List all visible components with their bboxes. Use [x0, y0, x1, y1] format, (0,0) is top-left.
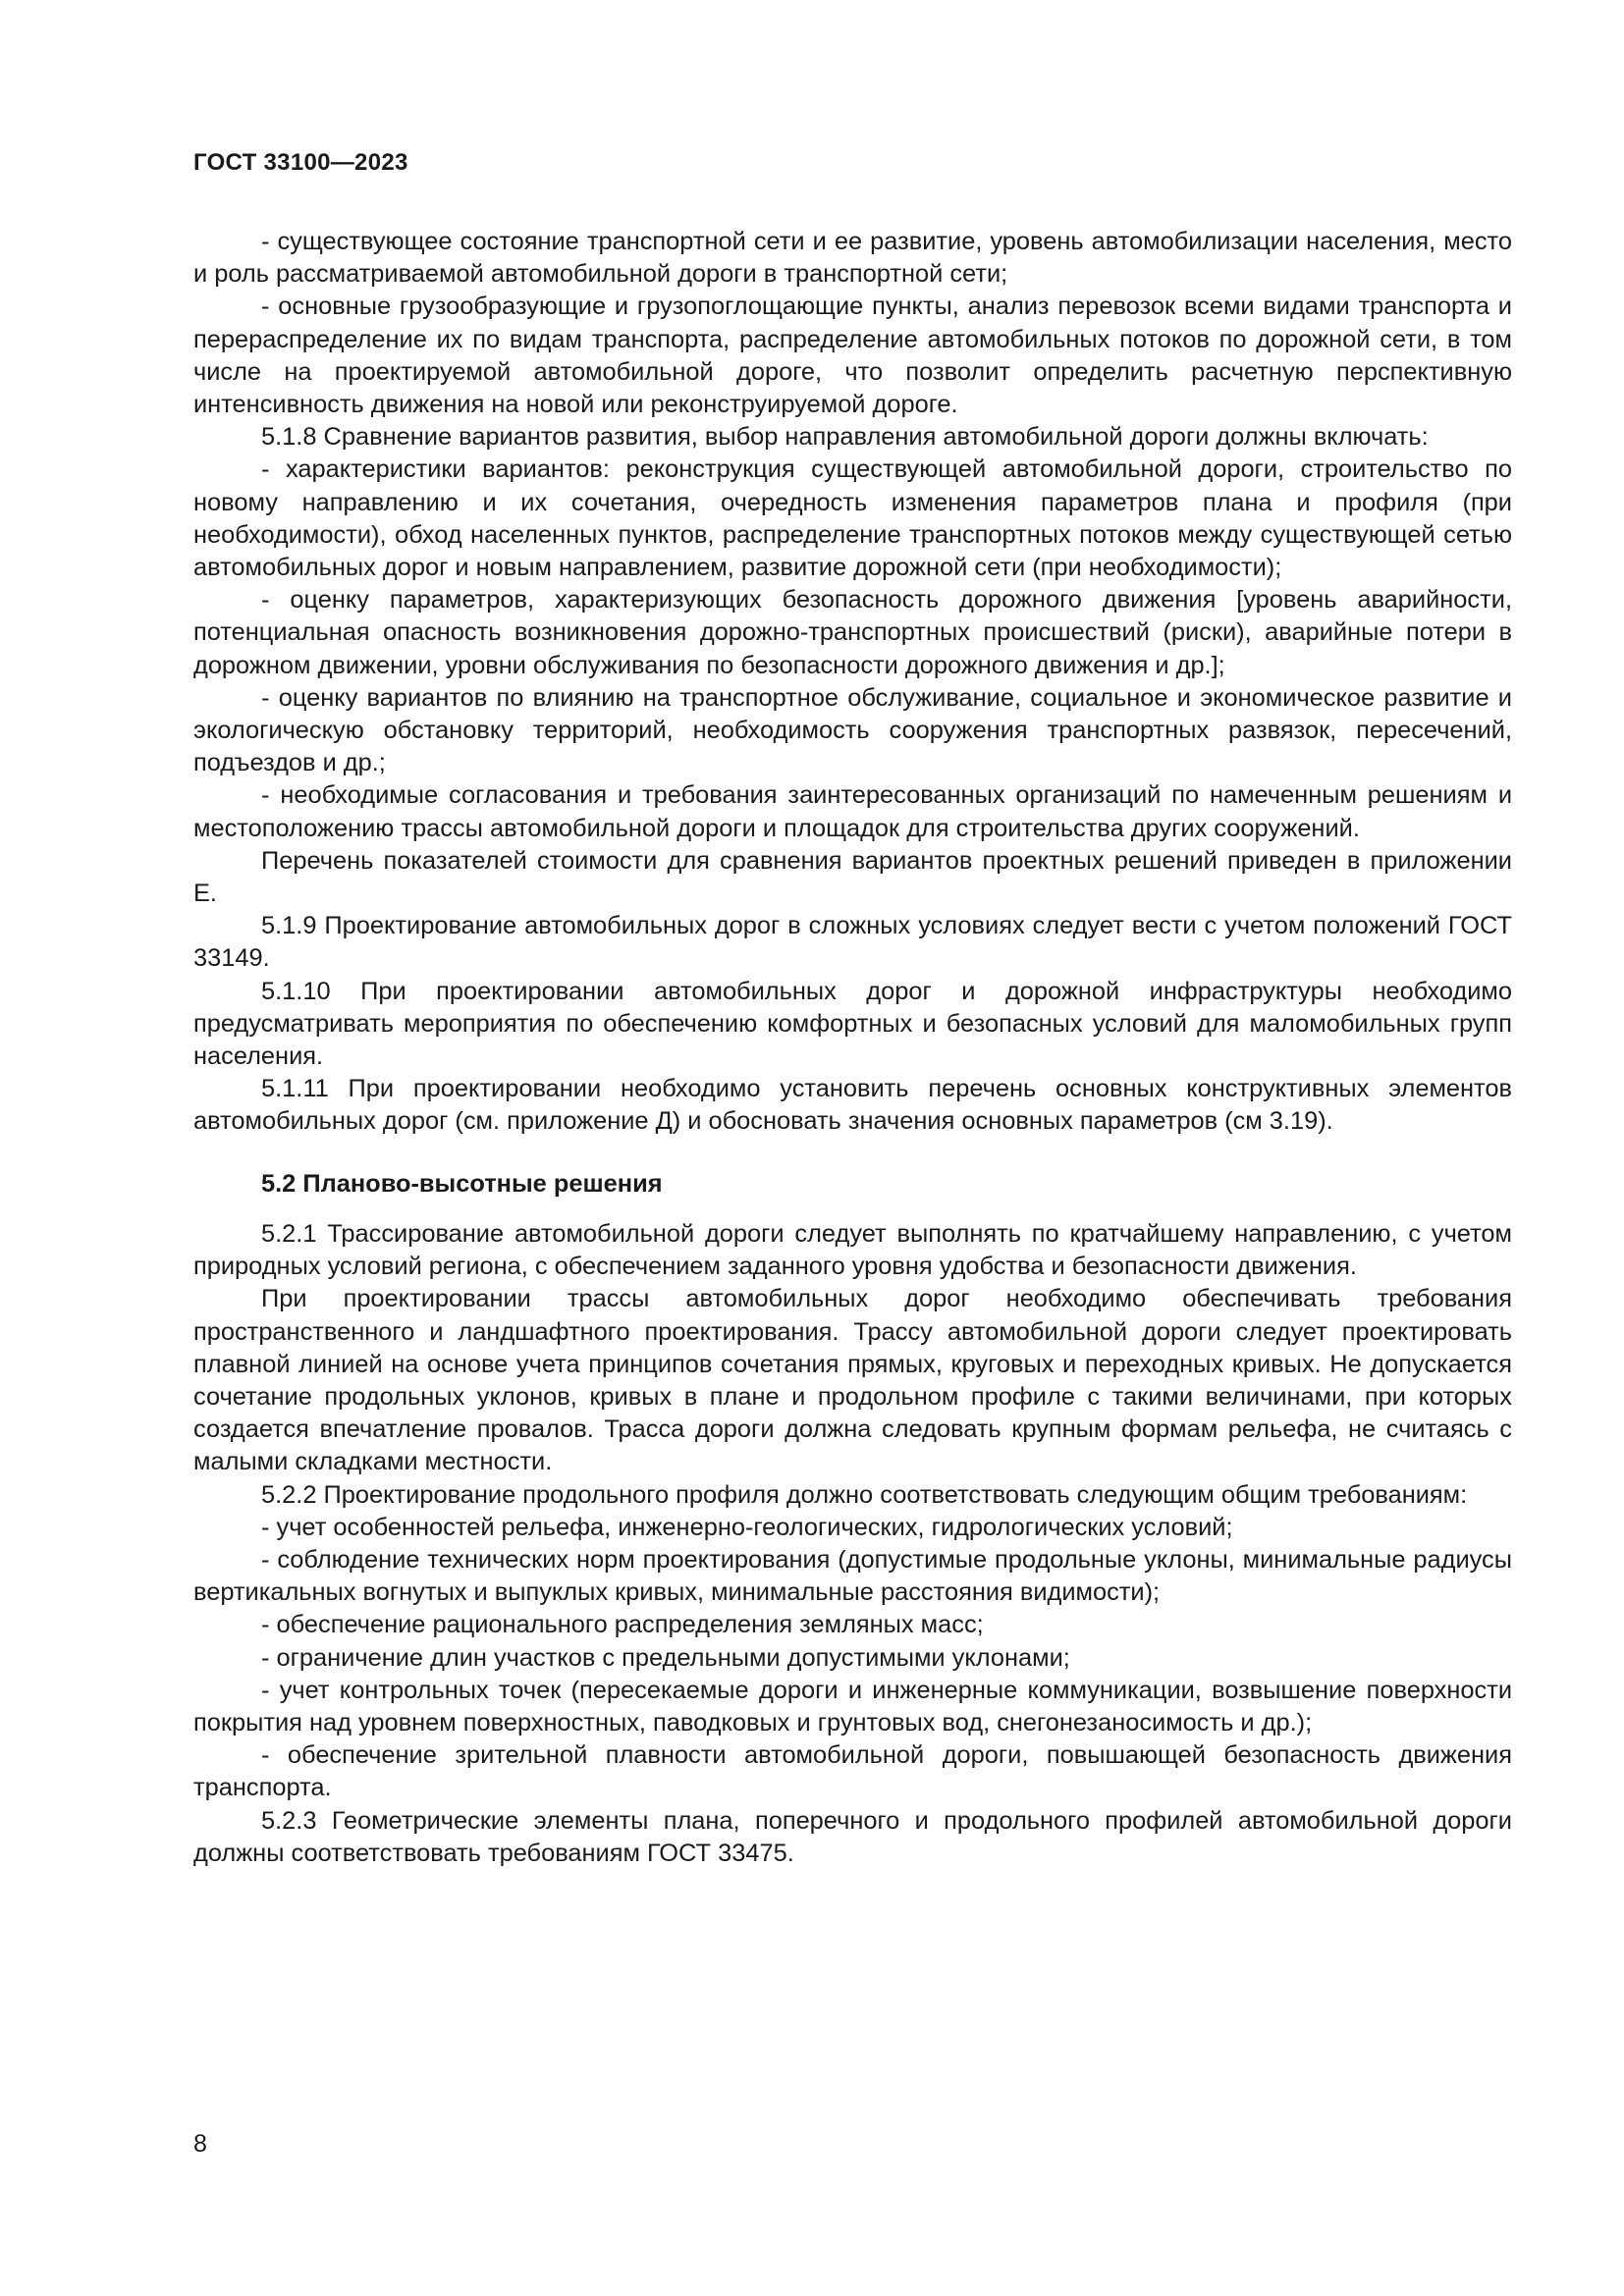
paragraph: Перечень показателей стоимости для сравнения вариантов проектных решений приведен в приложении Е.	[193, 846, 1512, 908]
paragraph: 5.1.8 Сравнение вариантов развития, выбор направления автомобильной дороги должны включать:	[261, 423, 1429, 452]
paragraph: 5.1.11 При проектировании необходимо установить перечень основных конструктивных элементов автомобильных дорог (см. приложение Д) и обосновать значения основных параметров (см 3.19).	[193, 1075, 1512, 1136]
paragraph: - обеспечение рационального распределения земляных масс;	[261, 1611, 984, 1639]
paragraph: - обеспечение зрительной плавности автомобильной дороги, повышающей безопасность движения транспорта.	[193, 1741, 1512, 1802]
paragraph: - учет особенностей рельефа, инженерно-геологических, гидрологических условий;	[261, 1513, 1233, 1541]
paragraph: - необходимые согласования и требования заинтересованных организаций по намеченным решениям и местоположению трассы автомобильной дороги и площадок для строительства других сооружений.	[193, 781, 1512, 842]
paragraph: 5.2.1 Трассирование автомобильной дороги следует выполнять по кратчайшему направлению, с учетом природных условий региона, с обеспечением заданного уровня удобства и безопасности движения.	[193, 1219, 1512, 1281]
paragraph: - соблюдение технических норм проектирования (допустимые продольные уклоны, минимальные радиусы вертикальных вогнутых и выпуклых кривых, минимальные расстояния видимости);	[193, 1545, 1512, 1607]
document-body	[193, 226, 1512, 1870]
page-number: 8	[193, 2130, 207, 2158]
paragraph: 5.2.3 Геометрические элементы плана, поперечного и продольного профилей автомобильной дороги должны соответствовать требованиям ГОСТ 33475.	[193, 1806, 1512, 1867]
paragraph: - оценку параметров, характеризующих безопасность дорожного движения [уровень аварийности, потенциальная опасность возникновения дорожно-транспортных происшествий (риски), аварийные потери в дорожном движении, уровни обслуживания по безопасности дорожного движения и др.];	[193, 586, 1512, 679]
paragraph: 5.2.2 Проектирование продольного профиля должно соответствовать следующим общим требованиям:	[261, 1480, 1468, 1509]
paragraph: - учет контрольных точек (пересекаемые дороги и инженерные коммуникации, возвышение поверхности покрытия над уровнем поверхностных, паводковых и грунтовых вод, снегонезаносимость и др.);	[193, 1676, 1512, 1736]
paragraph: - ограничение длин участков с предельными допустимыми уклонами;	[261, 1643, 1070, 1672]
paragraph: - существующее состояние транспортной сети и ее развитие, уровень автомобилизации населения, место и роль рассматриваемой автомобильной дороги в транспортной сети;	[193, 228, 1512, 289]
section-heading: 5.2 Планово-высотные решения	[261, 1169, 663, 1198]
document-header: ГОСТ 33100—2023	[193, 149, 408, 176]
paragraph: - оценку вариантов по влиянию на транспортное обслуживание, социальное и экономическое развитие и экологическую обстановку территорий, необходимость сооружения транспортных развязок, пересечений, подъездов и др.;	[193, 683, 1512, 777]
paragraph: - характеристики вариантов: реконструкция существующей автомобильной дороги, строительство по новому направлению и их сочетания, очередность изменения параметров плана и профиля (при необходимости), обход населенных пунктов, распределение транспортных потоков между существующей сетью автомобильных дорог и новым направлением, развитие дорожной сети (при необходимости);	[193, 455, 1512, 582]
paragraph: При проектировании трассы автомобильных дорог необходимо обеспечивать требования пространственного и ландшафтного проектирования. Трассу автомобильной дороги следует проектировать плавной линией на основе учета принципов сочетания прямых, круговых и переходных кривых. Не допускается сочетание продольных уклонов, кривых в плане и продольном профиле с такими величинами, при которых создается впечатление провалов. Трасса дороги должна следовать крупным формам рельефа, не считаясь с малыми складками местности.	[193, 1285, 1512, 1476]
paragraph: 5.1.9 Проектирование автомобильных дорог в сложных условиях следует вести с учетом положений ГОСТ 33149.	[193, 912, 1512, 973]
paragraph: 5.1.10 При проектировании автомобильных дорог и дорожной инфраструктуры необходимо предусматривать мероприятия по обеспечению комфортных и безопасных условий для маломобильных групп населения.	[193, 977, 1512, 1071]
paragraph: - основные грузообразующие и грузопоглощающие пункты, анализ перевозок всеми видами транспорта и перераспределение их по видам транспорта, распределение автомобильных потоков по дорожной сети, в том числе на проектируемой автомобильной дороге, что позволит определить расчетную перспективную интенсивность движения на новой или реконструируемой дороге.	[193, 293, 1512, 419]
